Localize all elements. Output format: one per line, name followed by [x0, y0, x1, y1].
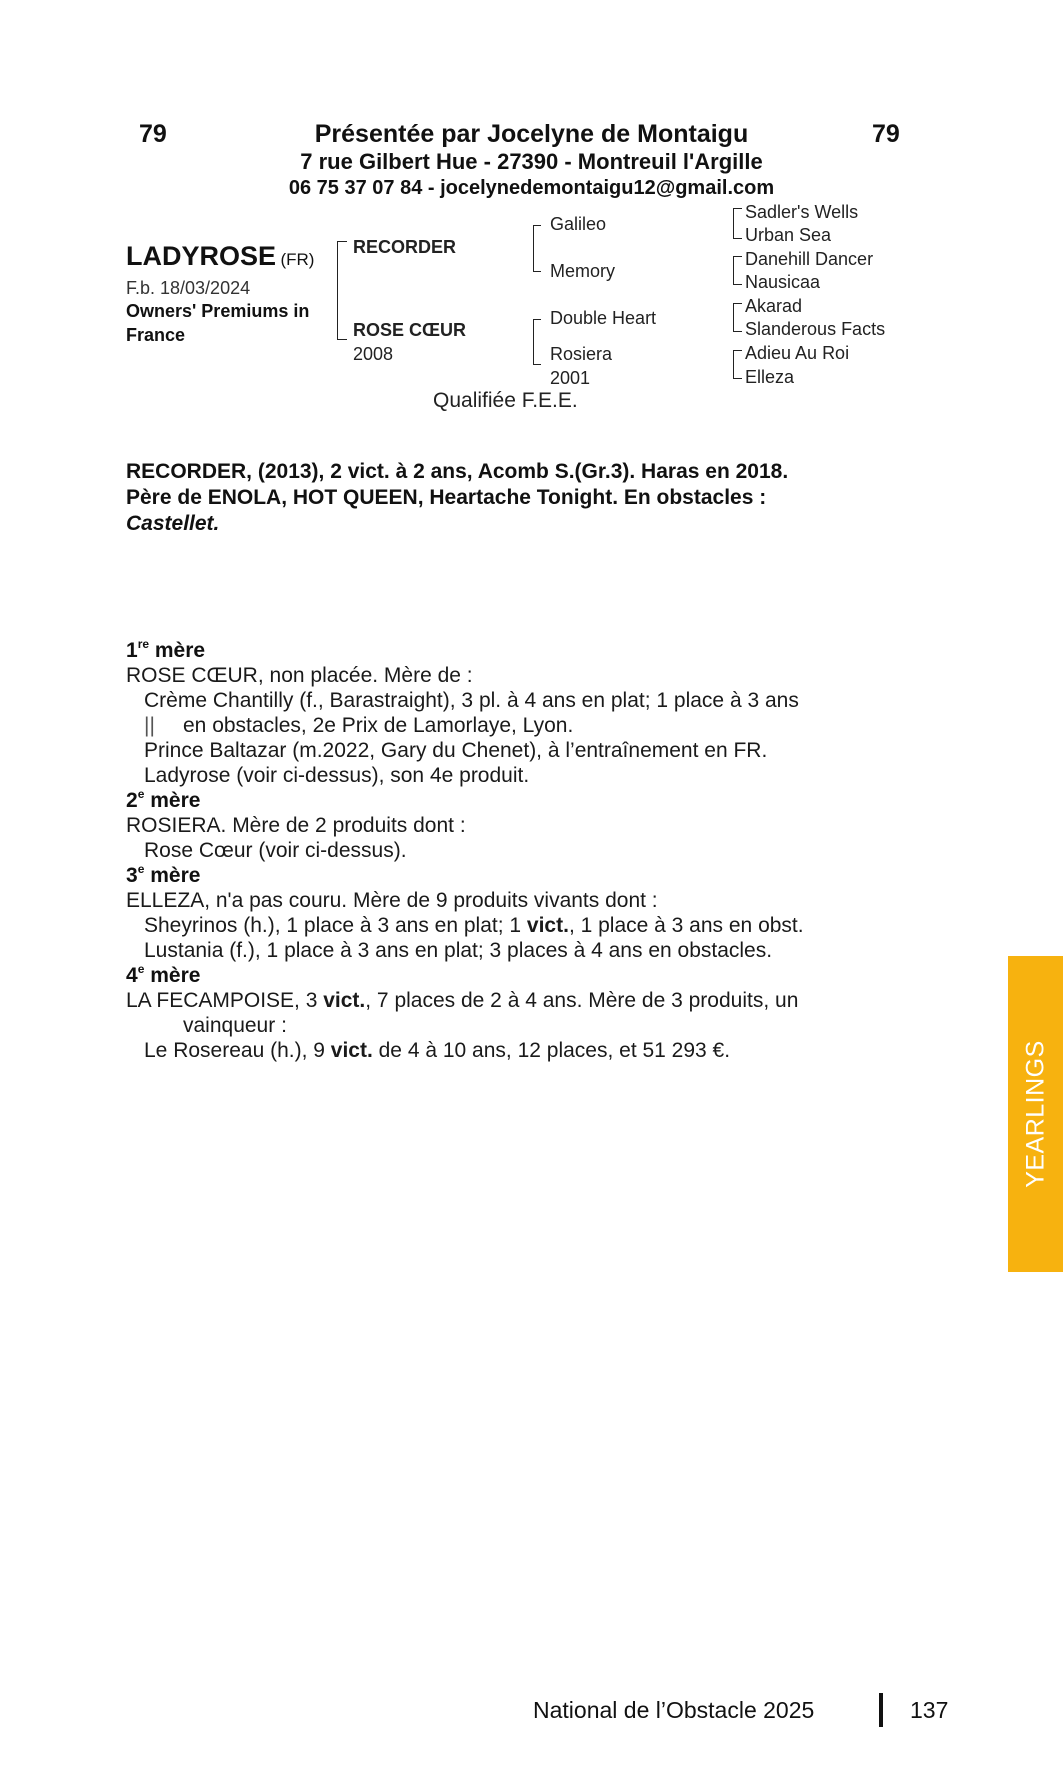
section-label: mère — [150, 789, 201, 812]
section-number: 3 — [126, 864, 138, 887]
text-run: , 1 place à 3 ans en obst. — [568, 914, 804, 937]
pedigree-bracket-g3-3 — [733, 303, 742, 332]
footer-publication: National de l’Obstacle 2025 — [533, 1697, 815, 1723]
pedigree-bracket-gen1 — [337, 241, 347, 340]
pedigree-g3-sadlers-wells: Sadler's Wells — [745, 202, 859, 222]
section-superscript: e — [137, 862, 145, 876]
text-run: Sheyrinos (h.), 1 place à 3 ans en plat; 1 — [144, 914, 527, 937]
sire-info-line1: RECORDER, (2013), 2 vict. à 2 ans, Acomb S.(Gr.3). Haras en 2018. — [126, 460, 789, 483]
pedigree-g3-nausicaa: Nausicaa — [745, 272, 821, 292]
text-run-bold: vict. — [330, 1039, 373, 1062]
section-label: mère — [154, 639, 206, 662]
owners-premium-line2: France — [126, 325, 186, 345]
pedigree-sire-sire: Galileo — [550, 214, 607, 234]
second-dam-summary: ROSIERA. Mère de 2 produits dont : — [126, 814, 466, 837]
owners-premium-line1: Owners' Premiums in — [126, 301, 310, 321]
pedigree-g3-slanderous-facts: Slanderous Facts — [745, 319, 886, 339]
pedigree-dam-sire: Double Heart — [550, 308, 657, 328]
pedigree-bracket-g3-4 — [733, 350, 742, 379]
pedigree-g3-akarad: Akarad — [745, 296, 803, 316]
third-dam-produce-1 — [144, 914, 804, 938]
pedigree-sire: RECORDER — [353, 237, 457, 257]
pedigree-sire-dam: Memory — [550, 261, 616, 281]
section-fourth-dam-title — [126, 964, 200, 988]
third-dam-produce-2: Lustania (f.), 1 place à 3 ans en plat; 3 places à 4 ans en obstacles. — [144, 939, 773, 962]
text-run: de 4 à 10 ans, 12 places, et 51 293 €. — [372, 1039, 731, 1062]
first-dam-summary: ROSE CŒUR, non placée. Mère de : — [126, 664, 473, 687]
section-number: 4 — [126, 964, 138, 987]
presenter-contact: 06 75 37 07 84 - jocelynedemontaigu12@gmail.com — [288, 177, 775, 199]
pedigree-g3-danehill-dancer: Danehill Dancer — [745, 249, 874, 269]
first-dam-produce-1: Crème Chantilly (f., Barastraight), 3 pl. à 4 ans en plat; 1 place à 3 ans — [144, 689, 799, 712]
horse-country: (FR) — [280, 250, 315, 269]
section-first-dam-title — [126, 639, 205, 663]
section-superscript: e — [137, 787, 145, 801]
first-dam-produce-3: Ladyrose (voir ci-dessus), son 4e produit. — [144, 764, 530, 787]
lot-number-left: 79 — [139, 120, 167, 148]
presenter-title: Présentée par Jocelyne de Montaigu — [314, 120, 749, 148]
section-label: mère — [150, 964, 201, 987]
horse-details: F.b. 18/03/2024 — [126, 278, 251, 298]
yearlings-side-tab — [1008, 956, 1063, 1272]
section-label: mère — [150, 864, 201, 887]
section-second-dam-title — [126, 789, 200, 813]
pedigree-bracket-g3-2 — [733, 256, 742, 285]
pedigree-dam-dam-year: 2001 — [550, 368, 591, 388]
pedigree-dam: ROSE CŒUR — [353, 320, 467, 340]
first-dam-produce-2: Prince Baltazar (m.2022, Gary du Chenet), à l’entraînement en FR. — [144, 739, 768, 762]
section-third-dam-title — [126, 864, 200, 888]
section-number: 2 — [126, 789, 138, 812]
section-number: 1 — [126, 639, 138, 662]
footer-page-number: 137 — [910, 1697, 949, 1723]
first-dam-produce-1-cont: en obstacles, 2e Prix de Lamorlaye, Lyon. — [183, 714, 574, 737]
pedigree-bracket-g3-1 — [733, 208, 742, 239]
first-dam-continuation-mark: || — [144, 714, 155, 737]
pedigree-g3-elleza: Elleza — [745, 367, 795, 387]
text-run: Le Rosereau (h.), 9 — [144, 1039, 331, 1062]
pedigree-g3-urban-sea: Urban Sea — [745, 225, 832, 245]
pedigree-dam-dam: Rosiera — [550, 344, 613, 364]
third-dam-summary: ELLEZA, n'a pas couru. Mère de 9 produits vivants dont : — [126, 889, 658, 912]
text-run: , 7 places de 2 à 4 ans. Mère de 3 produits, un — [365, 989, 799, 1012]
pedigree-bracket-sire — [533, 225, 541, 272]
footer-separator — [879, 1693, 883, 1727]
fourth-dam-produce-1 — [144, 1039, 730, 1063]
presenter-address: 7 rue Gilbert Hue - 27390 - Montreuil l'Argille — [300, 149, 763, 174]
text-run-bold: vict. — [526, 914, 569, 937]
qualification-note: Qualifiée F.E.E. — [433, 389, 578, 412]
fourth-dam-summary — [126, 989, 798, 1013]
section-superscript: e — [137, 962, 145, 976]
horse-name: LADYROSE — [126, 241, 277, 271]
horse-name-line — [126, 241, 314, 272]
sire-info-line2: Père de ENOLA, HOT QUEEN, Heartache Tonight. En obstacles : — [126, 486, 767, 509]
side-tab-label: YEARLINGS — [1021, 1040, 1049, 1188]
second-dam-produce-1: Rose Cœur (voir ci-dessus). — [144, 839, 407, 862]
pedigree-bracket-dam — [533, 319, 541, 365]
pedigree-dam-year: 2008 — [353, 344, 394, 364]
pedigree-g3-adieu-au-roi: Adieu Au Roi — [745, 343, 850, 363]
sire-info-line3: Castellet. — [126, 512, 220, 535]
text-run: LA FECAMPOISE, 3 — [126, 989, 324, 1012]
lot-number-right: 79 — [872, 120, 900, 148]
fourth-dam-summary-cont: vainqueur : — [183, 1014, 287, 1037]
section-superscript: re — [137, 637, 150, 651]
text-run-bold: vict. — [323, 989, 366, 1012]
